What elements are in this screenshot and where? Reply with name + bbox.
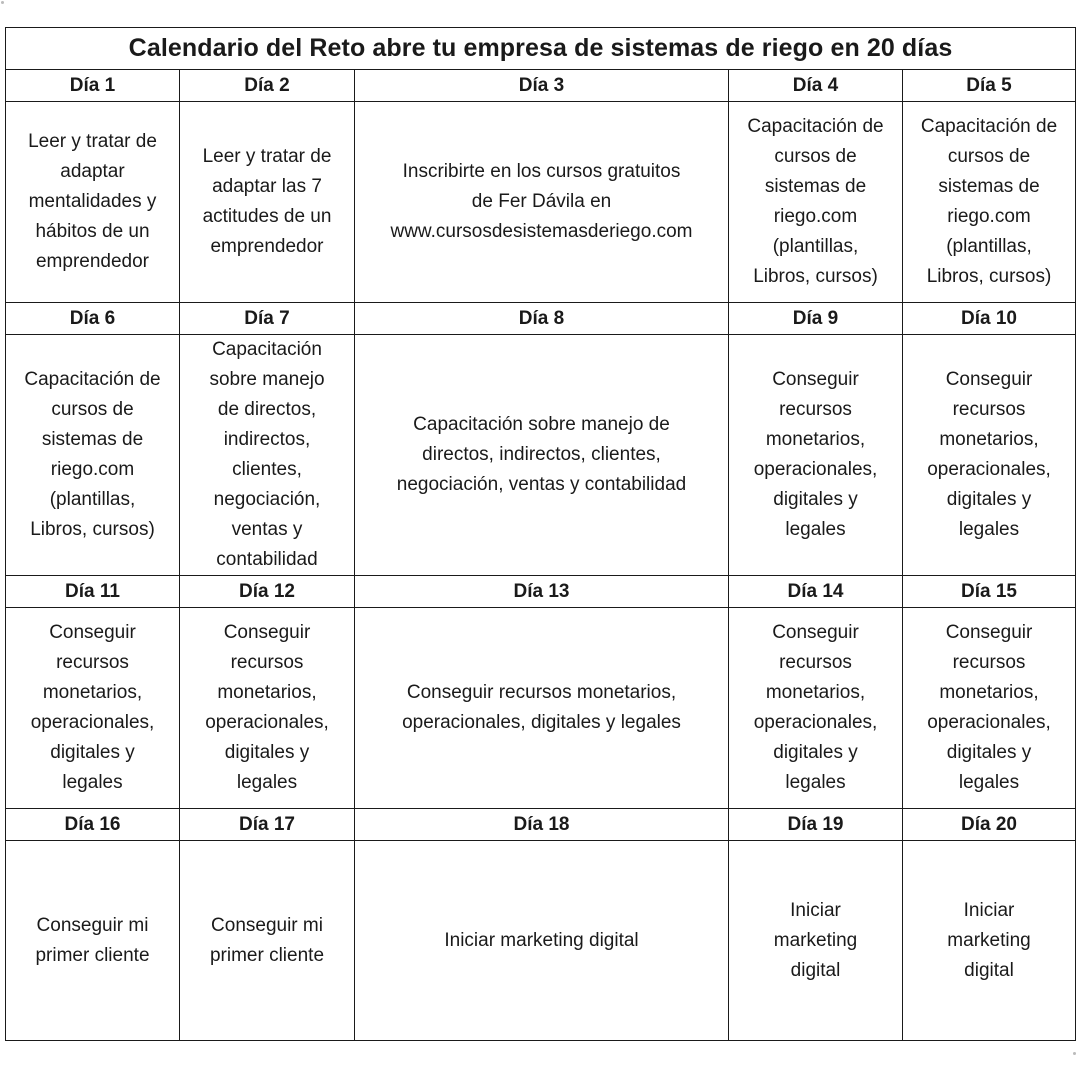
day-3-task bbox=[355, 102, 729, 303]
calendar-title: Calendario del Reto abre tu empresa de sistemas de riego en 20 días bbox=[6, 28, 1076, 70]
day-5-header: Día 5 bbox=[903, 70, 1076, 102]
day-13-header: Día 13 bbox=[355, 576, 729, 608]
day-2-task-text: Leer y tratar de adaptar las 7 actitudes de un emprendedor bbox=[202, 146, 332, 257]
day-16-header: Día 16 bbox=[6, 809, 180, 841]
day-19-task-text: Iniciar marketing digital bbox=[773, 899, 858, 981]
day-1-task bbox=[6, 102, 180, 303]
day-8-task-text: Capacitación sobre manejo de directos, indirectos, clientes, negociación, ventas y contabilidad bbox=[396, 414, 687, 495]
week-2-header-row bbox=[6, 303, 1076, 335]
day-15-task bbox=[903, 608, 1076, 809]
day-8-header: Día 8 bbox=[355, 303, 729, 335]
day-20-task bbox=[903, 841, 1076, 1041]
day-19-task bbox=[729, 841, 903, 1041]
day-17-header: Día 17 bbox=[180, 809, 355, 841]
day-17-task bbox=[180, 841, 355, 1041]
day-18-task bbox=[355, 841, 729, 1041]
day-16-task-text: Conseguir mi primer cliente bbox=[35, 914, 150, 966]
day-4-task bbox=[729, 102, 903, 303]
week-4-header-row bbox=[6, 809, 1076, 841]
corner-mark bbox=[1, 1, 4, 4]
day-1-task-text: Leer y tratar de adaptar mentalidades y hábitos de un emprendedor bbox=[28, 131, 157, 272]
day-9-task-text: Conseguir recursos monetarios, operacionales, digitales y legales bbox=[753, 369, 878, 540]
day-6-task-text: Capacitación de cursos de sistemas de riego.com (plantillas, Libros, cursos) bbox=[24, 369, 161, 540]
day-11-task-text: Conseguir recursos monetarios, operacionales, digitales y legales bbox=[30, 622, 155, 793]
day-19-header: Día 19 bbox=[729, 809, 903, 841]
title-row bbox=[6, 28, 1076, 70]
corner-mark-bottom bbox=[1073, 1052, 1076, 1055]
day-9-header: Día 9 bbox=[729, 303, 903, 335]
day-10-task bbox=[903, 335, 1076, 576]
day-7-task bbox=[180, 335, 355, 576]
day-6-task bbox=[6, 335, 180, 576]
calendar-table bbox=[5, 27, 1076, 1041]
day-17-task-text: Conseguir mi primer cliente bbox=[209, 914, 325, 966]
day-13-task-text: Conseguir recursos monetarios, operacionales, digitales y legales bbox=[402, 682, 681, 733]
day-14-task-text: Conseguir recursos monetarios, operacionales, digitales y legales bbox=[753, 622, 878, 793]
day-3-header: Día 3 bbox=[355, 70, 729, 102]
day-14-task bbox=[729, 608, 903, 809]
day-15-task-text: Conseguir recursos monetarios, operacionales, digitales y legales bbox=[927, 622, 1051, 793]
day-20-header: Día 20 bbox=[903, 809, 1076, 841]
day-7-header: Día 7 bbox=[180, 303, 355, 335]
day-11-header: Día 11 bbox=[6, 576, 180, 608]
day-7-task-text: Capacitación sobre manejo de directos, indirectos, clientes, negociación, ventas y contabilidad bbox=[209, 339, 325, 570]
day-10-header: Día 10 bbox=[903, 303, 1076, 335]
week-3-body-row bbox=[6, 608, 1076, 809]
week-4-body-row bbox=[6, 841, 1076, 1041]
day-10-task-text: Conseguir recursos monetarios, operacionales, digitales y legales bbox=[927, 369, 1051, 540]
day-13-task bbox=[355, 608, 729, 809]
day-16-task bbox=[6, 841, 180, 1041]
day-5-task-text: Capacitación de cursos de sistemas de riego.com (plantillas, Libros, cursos) bbox=[920, 116, 1058, 287]
day-12-header: Día 12 bbox=[180, 576, 355, 608]
day-15-header: Día 15 bbox=[903, 576, 1076, 608]
week-3-header-row bbox=[6, 576, 1076, 608]
day-1-header: Día 1 bbox=[6, 70, 180, 102]
day-3-task-text: Inscribirte en los cursos gratuitos de Fer Dávila en www.cursosdesistemasderiego.com bbox=[390, 161, 693, 242]
day-4-header: Día 4 bbox=[729, 70, 903, 102]
day-8-task bbox=[355, 335, 729, 576]
week-1-header-row bbox=[6, 70, 1076, 102]
day-14-header: Día 14 bbox=[729, 576, 903, 608]
day-11-task bbox=[6, 608, 180, 809]
day-12-task bbox=[180, 608, 355, 809]
day-9-task bbox=[729, 335, 903, 576]
day-12-task-text: Conseguir recursos monetarios, operacionales, digitales y legales bbox=[205, 622, 329, 793]
day-18-task-text: Iniciar marketing digital bbox=[444, 929, 639, 951]
day-20-task-text: Iniciar marketing digital bbox=[947, 899, 1031, 981]
week-2-body-row bbox=[6, 335, 1076, 576]
day-4-task-text: Capacitación de cursos de sistemas de riego.com (plantillas, Libros, cursos) bbox=[747, 116, 884, 287]
day-5-task bbox=[903, 102, 1076, 303]
day-2-task bbox=[180, 102, 355, 303]
day-6-header: Día 6 bbox=[6, 303, 180, 335]
day-18-header: Día 18 bbox=[355, 809, 729, 841]
day-2-header: Día 2 bbox=[180, 70, 355, 102]
week-1-body-row bbox=[6, 102, 1076, 303]
